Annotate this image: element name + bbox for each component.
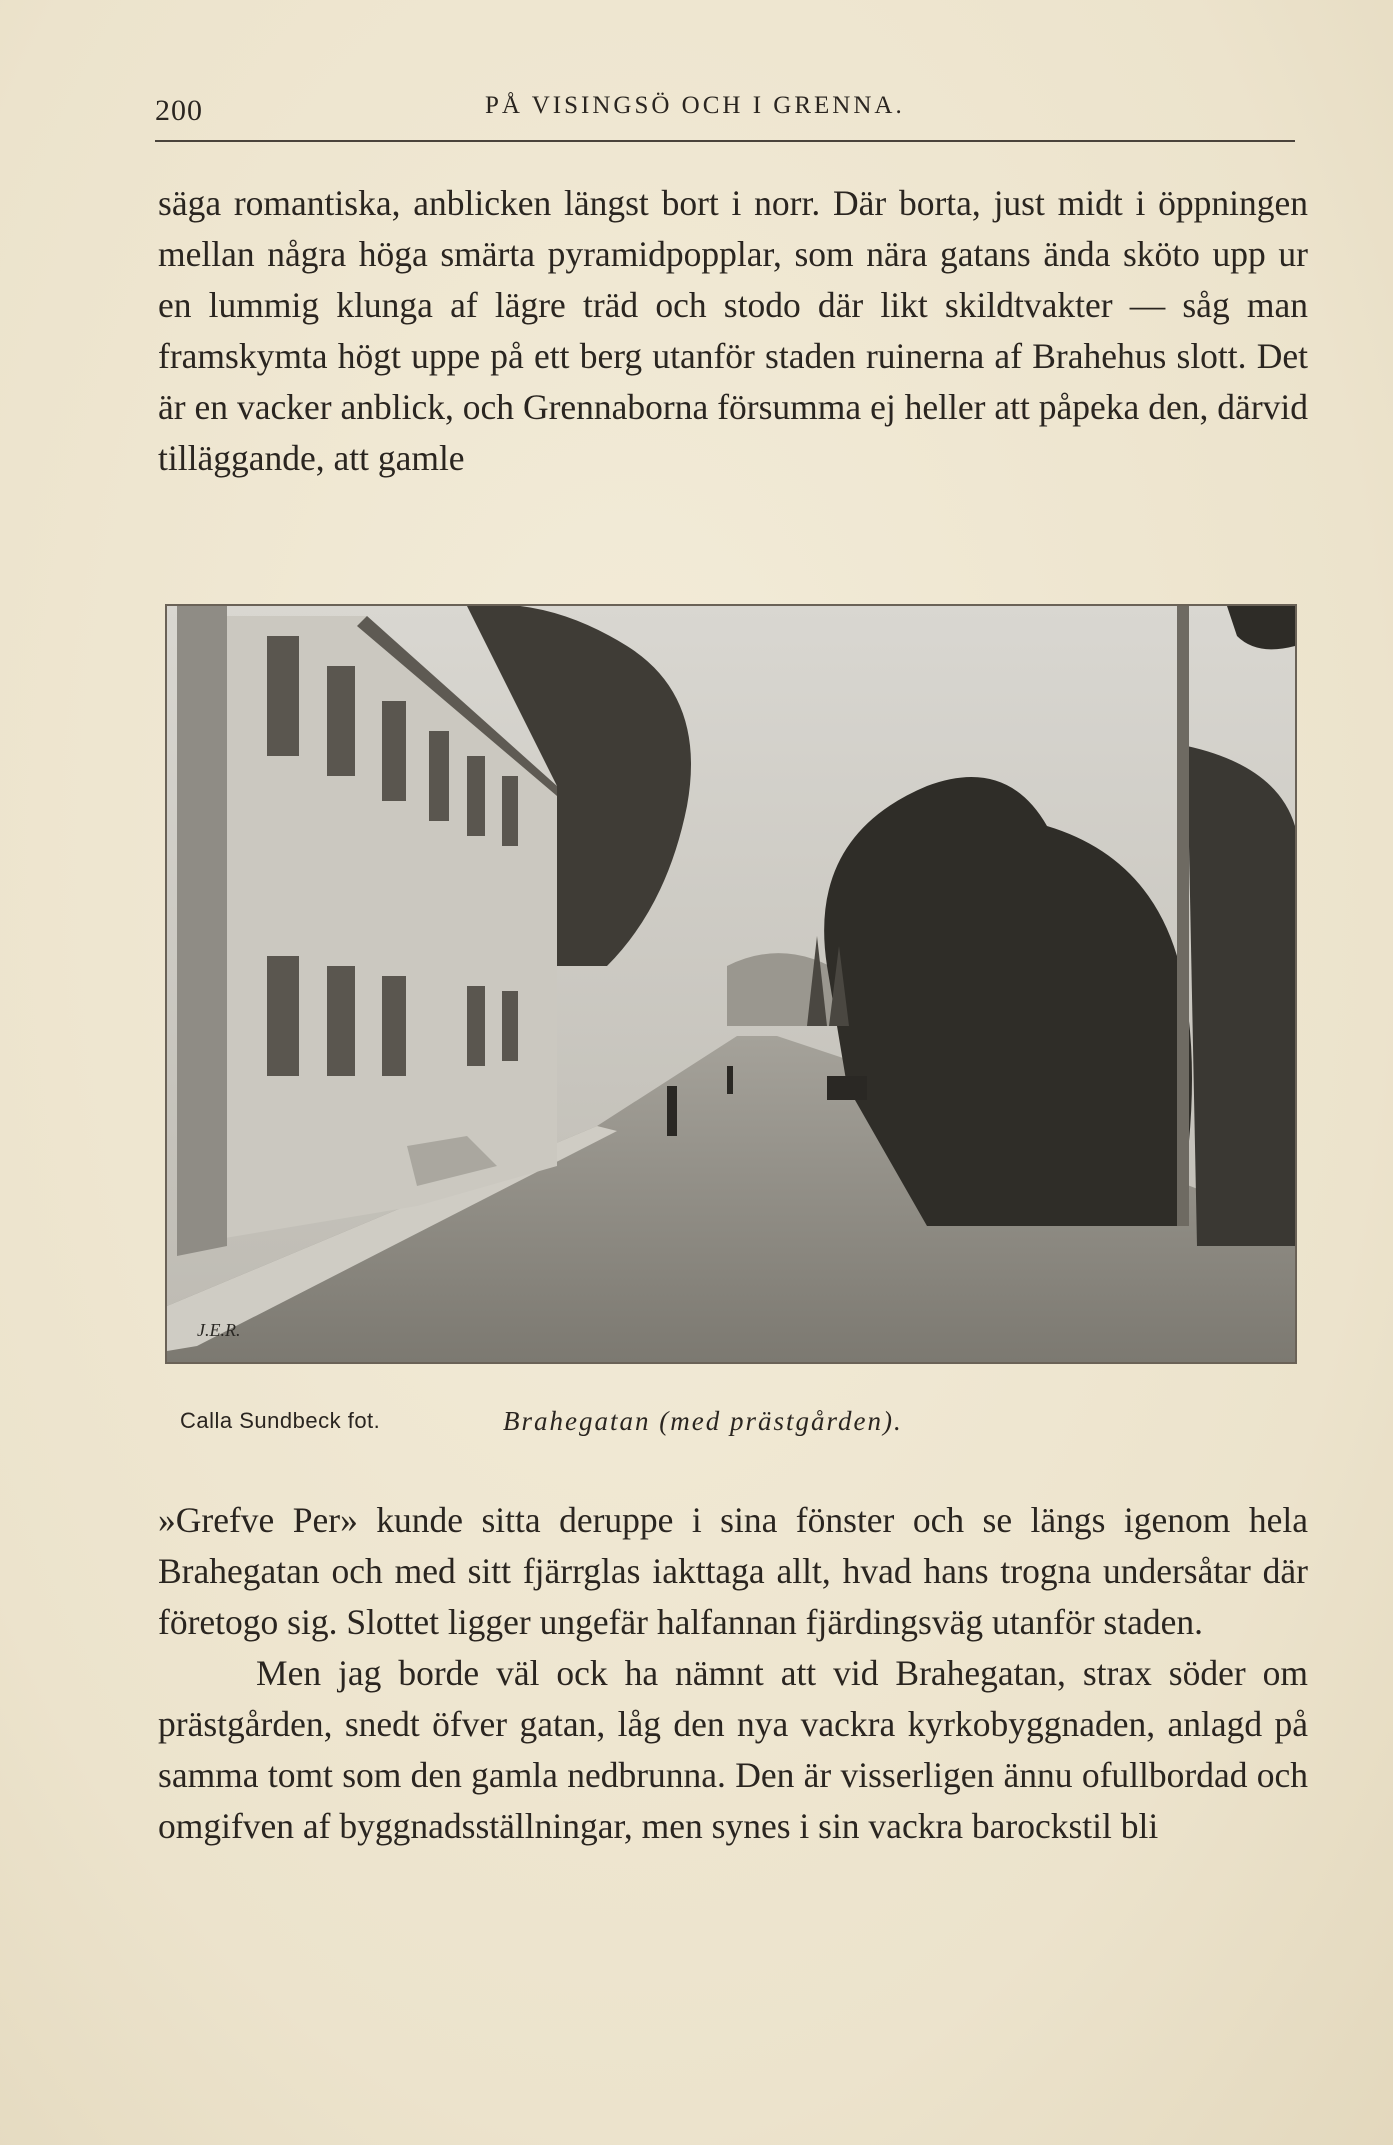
body-text-top — [158, 178, 1308, 484]
running-head — [155, 86, 1295, 126]
paragraph-grefve-per: »Grefve Per» kunde sitta deruppe i sina fönster och se längs igenom hela Brahegatan och med sitt fjärrglas iakttaga allt, hvad hans trogna undersåtar där företogo sig. Slottet ligger ungefär halfannan fjärdingsväg utanför staden. — [158, 1500, 1308, 1642]
street-photograph — [167, 606, 1295, 1362]
page-number: 200 — [155, 94, 203, 127]
photo-brahegatan — [165, 604, 1297, 1364]
photo-credit: Calla Sundbeck fot. — [180, 1408, 381, 1433]
body-text-bottom — [158, 1495, 1308, 1852]
engraver-signature: J.E.R. — [197, 1320, 241, 1340]
paragraph-continuation: säga romantiska, anblicken längst bort i norr. Där borta, just midt i öppningen mellan några höga smärta pyramidpopplar, som nära gatans ända sköto upp ur en lummig klunga af lägre träd och stodo där likt skildtvakter — såg man framskymta högt uppe på ett berg utanför staden ruinerna af Brahehus slott. Det är en vacker anblick, och Grennaborna försumma ej heller att påpeka den, därvid tilläggande, att gamle — [158, 183, 1308, 478]
running-title: PÅ VISINGSÖ OCH I GRENNA. — [485, 92, 905, 119]
figure-caption: Brahegatan (med prästgården). — [503, 1406, 903, 1436]
paragraph-kyrkobyggnaden: Men jag borde väl ock ha nämnt att vid Brahegatan, strax söder om prästgården, snedt öfver gatan, låg den nya vackra kyrkobyggnaden, anlagd på samma tomt som den gamla nedbrunna. Den är visserligen ännu ofullbordad och omgifven af byggnadsställningar, men synes i sin vackra barockstil bli — [158, 1653, 1308, 1846]
header-rule — [155, 140, 1295, 142]
